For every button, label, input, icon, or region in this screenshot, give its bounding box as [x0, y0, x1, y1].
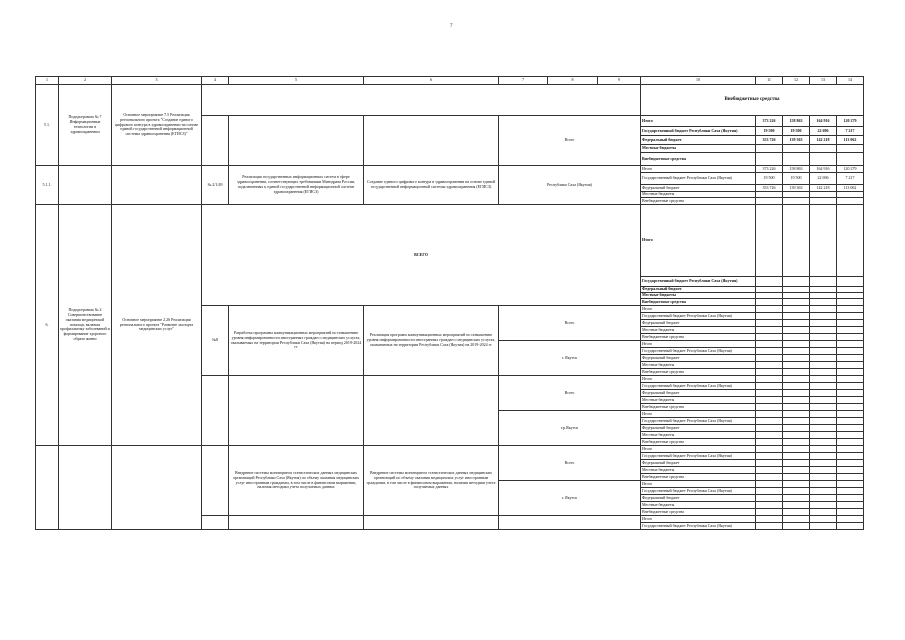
- value-cell: [837, 495, 864, 502]
- source-label: Внебюджетные средства: [641, 439, 756, 446]
- value-cell: [756, 481, 783, 488]
- value-cell: 139 363: [783, 185, 810, 192]
- source-label: Итого: [641, 306, 756, 313]
- value-cell: [783, 488, 810, 495]
- value-cell: [810, 467, 837, 474]
- value-cell: [837, 348, 864, 355]
- value-cell: [783, 313, 810, 320]
- source-label: Внебюджетные средства: [641, 404, 756, 411]
- code-cell: № 2/1/49: [202, 166, 229, 205]
- value-cell: [837, 383, 864, 390]
- value-cell: 7 217: [837, 127, 864, 136]
- value-cell: [837, 425, 864, 432]
- value-cell: [837, 516, 864, 523]
- table-cell: [202, 376, 229, 446]
- result-cell: Внедрение системы мониторинга статистических данных медицинских организаций по объему оказания медицинских услуг иностранным гражданам, в том числе в финансовом выражении, наличия методики учета получаемых данных: [364, 446, 499, 516]
- value-cell: 164 916: [810, 116, 837, 127]
- value-cell: [756, 327, 783, 334]
- value-cell: 158 863: [783, 116, 810, 127]
- value-cell: [756, 502, 783, 509]
- source-label: Местные бюджеты: [641, 293, 756, 299]
- value-cell: 19 500: [783, 127, 810, 136]
- source-label: Итого: [641, 411, 756, 418]
- table-cell: [229, 516, 364, 530]
- vsego-cell: Всего: [499, 116, 641, 166]
- table-cell: [36, 446, 59, 530]
- value-cell: 120 279: [837, 116, 864, 127]
- table-cell: [59, 446, 112, 530]
- value-cell: [783, 390, 810, 397]
- source-label: Государственный бюджет Республики Саха (Якутия): [641, 523, 756, 530]
- result-cell: Создание единого цифрового контура в здравоохранении на основе единой государственной информационной системы здравоохранения (ЕГИСЗ): [364, 166, 499, 205]
- value-cell: [810, 369, 837, 376]
- column-header: 1: [36, 77, 59, 85]
- table-cell: [112, 446, 202, 530]
- value-cell: [837, 523, 864, 530]
- value-cell: [756, 418, 783, 425]
- top-label: Внебюджетные средства: [641, 85, 864, 116]
- value-cell: [756, 355, 783, 362]
- source-label: Внебюджетные средства: [641, 369, 756, 376]
- value-cell: [810, 341, 837, 348]
- value-cell: [756, 198, 783, 205]
- value-cell: [756, 523, 783, 530]
- table-cell: [364, 116, 499, 166]
- vsego-cell: Всего: [499, 306, 641, 341]
- source-label: Местные бюджеты: [641, 192, 756, 198]
- value-cell: [783, 306, 810, 313]
- value-cell: [756, 320, 783, 327]
- table-cell: [229, 116, 364, 166]
- column-header: 14: [837, 77, 864, 85]
- value-cell: 139 363: [783, 136, 810, 145]
- value-cell: [837, 411, 864, 418]
- source-label: Внебюджетные средства: [641, 509, 756, 516]
- value-cell: [810, 425, 837, 432]
- source-label: Федеральный бюджет: [641, 136, 756, 145]
- table-row: [36, 85, 864, 116]
- row-number: 5.1.1.: [36, 166, 59, 205]
- value-cell: [810, 306, 837, 313]
- value-cell: 373 226: [756, 116, 783, 127]
- value-cell: [783, 277, 810, 287]
- description-cell: Разработка программы коммуникационных мероприятий по повышению уровня информированности иностранных граждан о медицинских услугах, оказываемых на территории Республики Саха (Якутия) на период 2019-2024 гг: [229, 306, 364, 376]
- source-label: Внебюджетные средства: [641, 334, 756, 341]
- value-cell: [837, 460, 864, 467]
- value-cell: [837, 205, 864, 277]
- value-cell: [837, 306, 864, 313]
- table-cell: [499, 516, 641, 530]
- value-cell: [837, 439, 864, 446]
- source-label: Итого: [641, 446, 756, 453]
- column-header: 9: [598, 77, 641, 85]
- value-cell: 22 696: [810, 173, 837, 185]
- source-label: Федеральный бюджет: [641, 425, 756, 432]
- source-label: Государственный бюджет Республики Саха (Якутия): [641, 127, 756, 136]
- table-row: [36, 166, 864, 173]
- column-header: 12: [783, 77, 810, 85]
- value-cell: 142 218: [810, 185, 837, 192]
- value-cell: [783, 153, 810, 166]
- table-row: [36, 77, 864, 85]
- value-cell: [837, 376, 864, 383]
- table-cell: [364, 376, 499, 446]
- value-cell: [837, 313, 864, 320]
- result-cell: Реализация программ коммуникационных мероприятий по повышению уровня информированности иностранных граждан о медицинских услугах, оказываемых на территории Республики Саха (Якутия) на 2019-2024 гг: [364, 306, 499, 376]
- code-cell: №8: [202, 306, 229, 376]
- value-cell: [810, 362, 837, 369]
- value-cell: [810, 327, 837, 334]
- table-cell: [202, 116, 229, 166]
- value-cell: [783, 198, 810, 205]
- value-cell: [837, 446, 864, 453]
- source-label: Итого: [641, 516, 756, 523]
- source-label: Итого: [641, 116, 756, 127]
- column-header: 10: [641, 77, 756, 85]
- value-cell: [837, 299, 864, 306]
- column-header: 3: [112, 77, 202, 85]
- value-cell: [837, 509, 864, 516]
- value-cell: [756, 205, 783, 277]
- value-cell: [756, 306, 783, 313]
- value-cell: [810, 523, 837, 530]
- column-header: 7: [499, 77, 548, 85]
- value-cell: [756, 509, 783, 516]
- value-cell: [756, 334, 783, 341]
- description-cell: Внедрение системы мониторинга статистических данных медицинских организаций Республики Саха (Якутия) по объему оказания медицинских услуг иностранным гражданам, в том числе в финансовом выражении, наличия методики учета получаемых данных: [229, 446, 364, 516]
- value-cell: [783, 467, 810, 474]
- value-cell: [810, 383, 837, 390]
- value-cell: [810, 460, 837, 467]
- value-cell: [837, 334, 864, 341]
- value-cell: [783, 205, 810, 277]
- value-cell: 142 218: [810, 136, 837, 145]
- value-cell: [756, 313, 783, 320]
- column-header: 5: [229, 77, 364, 85]
- description-cell: Реализация государственных информационных систем в сфере здравоохранения, соответствующих требованиям Минздрава России, подключенных к единой государственной информационной системе здравоохранения (ЕГИСЗ): [229, 166, 364, 205]
- value-cell: [810, 418, 837, 425]
- value-cell: [783, 418, 810, 425]
- value-cell: 113 062: [837, 136, 864, 145]
- value-cell: [756, 362, 783, 369]
- value-cell: [756, 145, 783, 153]
- value-cell: [783, 509, 810, 516]
- value-cell: [783, 460, 810, 467]
- value-cell: [810, 153, 837, 166]
- source-label: Государственный бюджет Республики Саха (Якутия): [641, 277, 756, 287]
- value-cell: [810, 411, 837, 418]
- value-cell: [783, 376, 810, 383]
- table-cell: [202, 85, 641, 116]
- source-label: Внебюджетные средства: [641, 198, 756, 205]
- source-label: Государственный бюджет Республики Саха (Якутия): [641, 453, 756, 460]
- value-cell: [783, 383, 810, 390]
- value-cell: 164 916: [810, 166, 837, 173]
- value-cell: [783, 369, 810, 376]
- source-label: Местные бюджеты: [641, 145, 756, 153]
- value-cell: 7 217: [837, 173, 864, 185]
- value-cell: [810, 516, 837, 523]
- value-cell: [783, 362, 810, 369]
- value-cell: [756, 299, 783, 306]
- place-cell: г. Якутск: [499, 481, 641, 516]
- value-cell: 19 500: [783, 173, 810, 185]
- source-label: Федеральный бюджет: [641, 495, 756, 502]
- table-cell: [59, 166, 112, 205]
- source-label: Федеральный бюджет: [641, 460, 756, 467]
- value-cell: [756, 397, 783, 404]
- source-label: Федеральный бюджет: [641, 287, 756, 293]
- value-cell: [783, 481, 810, 488]
- source-label: Государственный бюджет Республики Саха (Якутия): [641, 488, 756, 495]
- column-header: 4: [202, 77, 229, 85]
- value-cell: [783, 411, 810, 418]
- page-number: 7: [450, 24, 453, 29]
- vsego-cell: Всего: [499, 376, 641, 411]
- value-cell: [783, 495, 810, 502]
- value-cell: [756, 277, 783, 287]
- value-cell: 158 863: [783, 166, 810, 173]
- value-cell: [810, 390, 837, 397]
- source-label: Федеральный бюджет: [641, 390, 756, 397]
- value-cell: [837, 488, 864, 495]
- value-cell: [783, 446, 810, 453]
- column-header: 6: [364, 77, 499, 85]
- value-cell: [837, 327, 864, 334]
- value-cell: [756, 495, 783, 502]
- value-cell: [810, 474, 837, 481]
- value-cell: [837, 320, 864, 327]
- source-label: Федеральный бюджет: [641, 355, 756, 362]
- source-label: Федеральный бюджет: [641, 320, 756, 327]
- value-cell: [810, 348, 837, 355]
- table-cell: [229, 376, 364, 446]
- source-label: Итого: [641, 376, 756, 383]
- source-label: Внебюджетные средства: [641, 153, 756, 166]
- source-label: Внебюджетные средства: [641, 474, 756, 481]
- table-cell: [202, 516, 229, 530]
- column-header: 8: [548, 77, 598, 85]
- source-label: Местные бюджеты: [641, 397, 756, 404]
- value-cell: [783, 523, 810, 530]
- value-cell: [783, 397, 810, 404]
- column-header: 11: [756, 77, 783, 85]
- value-cell: [756, 383, 783, 390]
- value-cell: [756, 404, 783, 411]
- source-label: Итого: [641, 481, 756, 488]
- source-label: Местные бюджеты: [641, 362, 756, 369]
- value-cell: [837, 453, 864, 460]
- value-cell: [756, 488, 783, 495]
- value-cell: [810, 502, 837, 509]
- table-row: [36, 205, 864, 277]
- source-label: Государственный бюджет Республики Саха (Якутия): [641, 383, 756, 390]
- value-cell: [810, 446, 837, 453]
- value-cell: [837, 474, 864, 481]
- value-cell: 353 726: [756, 185, 783, 192]
- value-cell: [810, 313, 837, 320]
- value-cell: [783, 502, 810, 509]
- value-cell: [810, 404, 837, 411]
- value-cell: [837, 355, 864, 362]
- value-cell: [756, 390, 783, 397]
- value-cell: [837, 145, 864, 153]
- source-label: Государственный бюджет Республики Саха (Якутия): [641, 418, 756, 425]
- value-cell: [837, 362, 864, 369]
- value-cell: [783, 145, 810, 153]
- place-cell: г. Якутск: [499, 341, 641, 376]
- source-label: Итого: [641, 166, 756, 173]
- source-label: Государственный бюджет Республики Саха (Якутия): [641, 313, 756, 320]
- value-cell: [810, 277, 837, 287]
- value-cell: [756, 516, 783, 523]
- value-cell: [756, 460, 783, 467]
- value-cell: [837, 432, 864, 439]
- table-row: [36, 446, 864, 453]
- value-cell: [783, 334, 810, 341]
- row-number: 6.: [36, 205, 59, 446]
- value-cell: [837, 153, 864, 166]
- budget-table: [35, 76, 864, 530]
- value-cell: [837, 404, 864, 411]
- value-cell: [810, 299, 837, 306]
- value-cell: [783, 299, 810, 306]
- value-cell: [783, 348, 810, 355]
- place-cell: Республика Саха (Якутия): [499, 166, 641, 205]
- value-cell: [783, 453, 810, 460]
- value-cell: [837, 369, 864, 376]
- value-cell: [837, 277, 864, 287]
- value-cell: [756, 446, 783, 453]
- column-header: 2: [59, 77, 112, 85]
- value-cell: [756, 376, 783, 383]
- value-cell: [837, 467, 864, 474]
- value-cell: [810, 509, 837, 516]
- subprogram-cell: Подпрограмма № 7 Информационные технологии в здравоохранении: [59, 85, 112, 166]
- value-cell: [783, 355, 810, 362]
- value-cell: [810, 495, 837, 502]
- value-cell: [756, 348, 783, 355]
- value-cell: [810, 439, 837, 446]
- value-cell: [783, 516, 810, 523]
- value-cell: [810, 481, 837, 488]
- row-number: 5.1.: [36, 85, 59, 166]
- value-cell: 120 279: [837, 166, 864, 173]
- value-cell: [783, 341, 810, 348]
- value-cell: [810, 334, 837, 341]
- value-cell: [783, 320, 810, 327]
- table-cell: [112, 166, 202, 205]
- source-label: Местные бюджеты: [641, 502, 756, 509]
- value-cell: [810, 198, 837, 205]
- value-cell: [810, 432, 837, 439]
- place-cell: г.р.Якутск: [499, 411, 641, 446]
- value-cell: [756, 369, 783, 376]
- value-cell: [810, 205, 837, 277]
- value-cell: [756, 439, 783, 446]
- value-cell: [756, 153, 783, 166]
- value-cell: [837, 341, 864, 348]
- column-header: 13: [810, 77, 837, 85]
- value-cell: 19 500: [756, 127, 783, 136]
- source-label: Итого: [641, 341, 756, 348]
- value-cell: [810, 145, 837, 153]
- source-label: Местные бюджеты: [641, 467, 756, 474]
- value-cell: [837, 502, 864, 509]
- value-cell: [756, 474, 783, 481]
- value-cell: 19 500: [756, 173, 783, 185]
- vsego-cell: Всего: [499, 446, 641, 481]
- value-cell: [783, 432, 810, 439]
- value-cell: [756, 453, 783, 460]
- value-cell: 373 226: [756, 166, 783, 173]
- subprogram-cell: Подпрограмма № 2 Совершенствование оказания медицинской помощи, включая профилактику заболеваний и формирование здорового образа жизни: [59, 205, 112, 446]
- value-cell: [783, 327, 810, 334]
- value-cell: [810, 453, 837, 460]
- activity-cell: Основное мероприятие 2.26 Реализация регионального проекта "Развитие экспорта медицинских услуг": [112, 205, 202, 446]
- activity-cell: Основное мероприятие 7.5 Реализация регионального проекта "Создание единого цифрового контура в здравоохранении на основе единой государственной информационной системы здравоохранения (ЕГИСЗ)": [112, 85, 202, 166]
- table-cell: [202, 446, 229, 516]
- value-cell: [810, 397, 837, 404]
- value-cell: [783, 439, 810, 446]
- value-cell: [810, 320, 837, 327]
- value-cell: [837, 198, 864, 205]
- value-cell: [783, 425, 810, 432]
- value-cell: [756, 432, 783, 439]
- source-label: Государственный бюджет Республики Саха (Якутия): [641, 173, 756, 185]
- value-cell: [756, 411, 783, 418]
- value-cell: [756, 425, 783, 432]
- source-label: Внебюджетные средства: [641, 299, 756, 306]
- value-cell: [837, 397, 864, 404]
- source-label: Итого: [641, 205, 756, 277]
- vsego-cell: ВСЕГО: [202, 205, 641, 306]
- source-label: Государственный бюджет Республики Саха (Якутия): [641, 348, 756, 355]
- value-cell: [810, 355, 837, 362]
- value-cell: 353 726: [756, 136, 783, 145]
- source-label: Местные бюджеты: [641, 432, 756, 439]
- value-cell: [837, 418, 864, 425]
- source-label: Местные бюджеты: [641, 327, 756, 334]
- value-cell: [810, 376, 837, 383]
- value-cell: 22 696: [810, 127, 837, 136]
- value-cell: [783, 404, 810, 411]
- value-cell: [837, 390, 864, 397]
- value-cell: [756, 467, 783, 474]
- value-cell: [783, 474, 810, 481]
- value-cell: 113 062: [837, 185, 864, 192]
- source-label: Федеральный бюджет: [641, 185, 756, 192]
- value-cell: [810, 488, 837, 495]
- table-cell: [364, 516, 499, 530]
- value-cell: [756, 341, 783, 348]
- value-cell: [837, 481, 864, 488]
